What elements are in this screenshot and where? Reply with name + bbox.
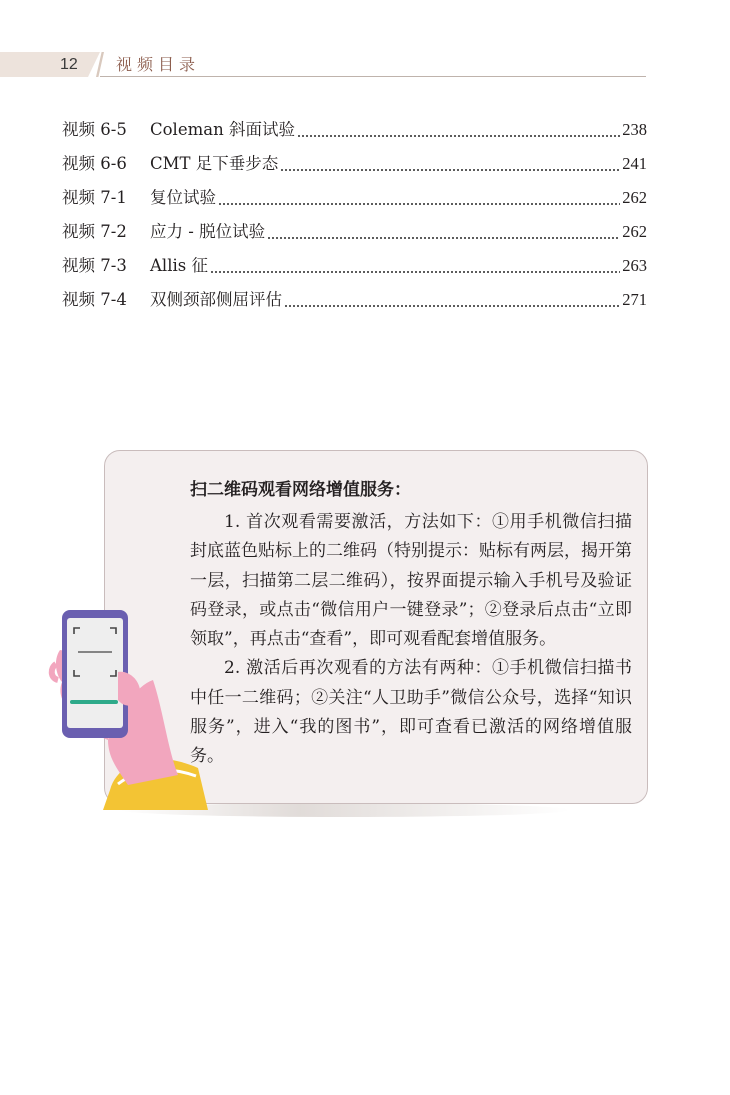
info-box-body bbox=[190, 508, 632, 772]
toc-title: 应力 - 脱位试验 bbox=[150, 222, 266, 241]
toc-entry[interactable] bbox=[62, 286, 647, 320]
info-paragraph: 2. 激活后再次观看的方法有两种：①手机微信扫描书中任一二维码；②关注“人卫助手”微信公众号，选择“知识服务”，进入“我的图书”，即可查看已激活的网络增值服务。 bbox=[190, 658, 632, 767]
toc-code: 视频 7-1 bbox=[62, 188, 127, 207]
toc-entry[interactable] bbox=[62, 252, 647, 286]
info-paragraph: 1. 首次观看需要激活，方法如下：①用手机微信扫描封底蓝色贴标上的二维码（特别提示：贴标有两层，揭开第一层，扫描第二层二维码），按界面提示输入手机号及验证码登录，或点击“微信用户一键登录”；②登录后点击“立即领取”，再点击“查看”，即可观看配套增值服务。 bbox=[190, 512, 632, 650]
toc-leader bbox=[218, 202, 620, 206]
video-toc bbox=[62, 116, 647, 320]
toc-leader bbox=[267, 236, 620, 240]
toc-code: 视频 6-5 bbox=[62, 120, 127, 139]
toc-leader bbox=[210, 270, 620, 274]
header-rule bbox=[100, 76, 646, 77]
page-number: 12 bbox=[60, 56, 78, 73]
toc-title: 双侧颈部侧屈评估 bbox=[150, 290, 282, 309]
section-title: 视频目录 bbox=[116, 55, 201, 74]
toc-code: 视频 7-2 bbox=[62, 222, 127, 241]
toc-code: 视频 6-6 bbox=[62, 154, 127, 173]
toc-entry[interactable] bbox=[62, 150, 647, 184]
toc-page: 238 bbox=[622, 120, 647, 139]
toc-title: Allis 征 bbox=[150, 256, 208, 275]
toc-code: 视频 7-3 bbox=[62, 256, 127, 275]
toc-page: 271 bbox=[622, 290, 647, 309]
toc-title: Coleman 斜面试验 bbox=[150, 120, 295, 139]
toc-leader bbox=[280, 168, 620, 172]
toc-entry[interactable] bbox=[62, 184, 647, 218]
toc-page: 241 bbox=[622, 154, 647, 173]
toc-page: 263 bbox=[622, 256, 647, 275]
toc-entry[interactable] bbox=[62, 116, 647, 150]
toc-leader bbox=[284, 304, 620, 308]
toc-entry[interactable] bbox=[62, 218, 647, 252]
toc-page: 262 bbox=[622, 188, 647, 207]
phone-scan-icon bbox=[48, 600, 218, 810]
toc-title: 复位试验 bbox=[150, 188, 216, 207]
toc-page: 262 bbox=[622, 222, 647, 241]
toc-leader bbox=[297, 134, 620, 138]
info-box-title: 扫二维码观看网络增值服务： bbox=[190, 480, 411, 500]
header-tab bbox=[0, 52, 100, 77]
toc-title: CMT 足下垂步态 bbox=[150, 154, 279, 173]
toc-code: 视频 7-4 bbox=[62, 290, 127, 309]
